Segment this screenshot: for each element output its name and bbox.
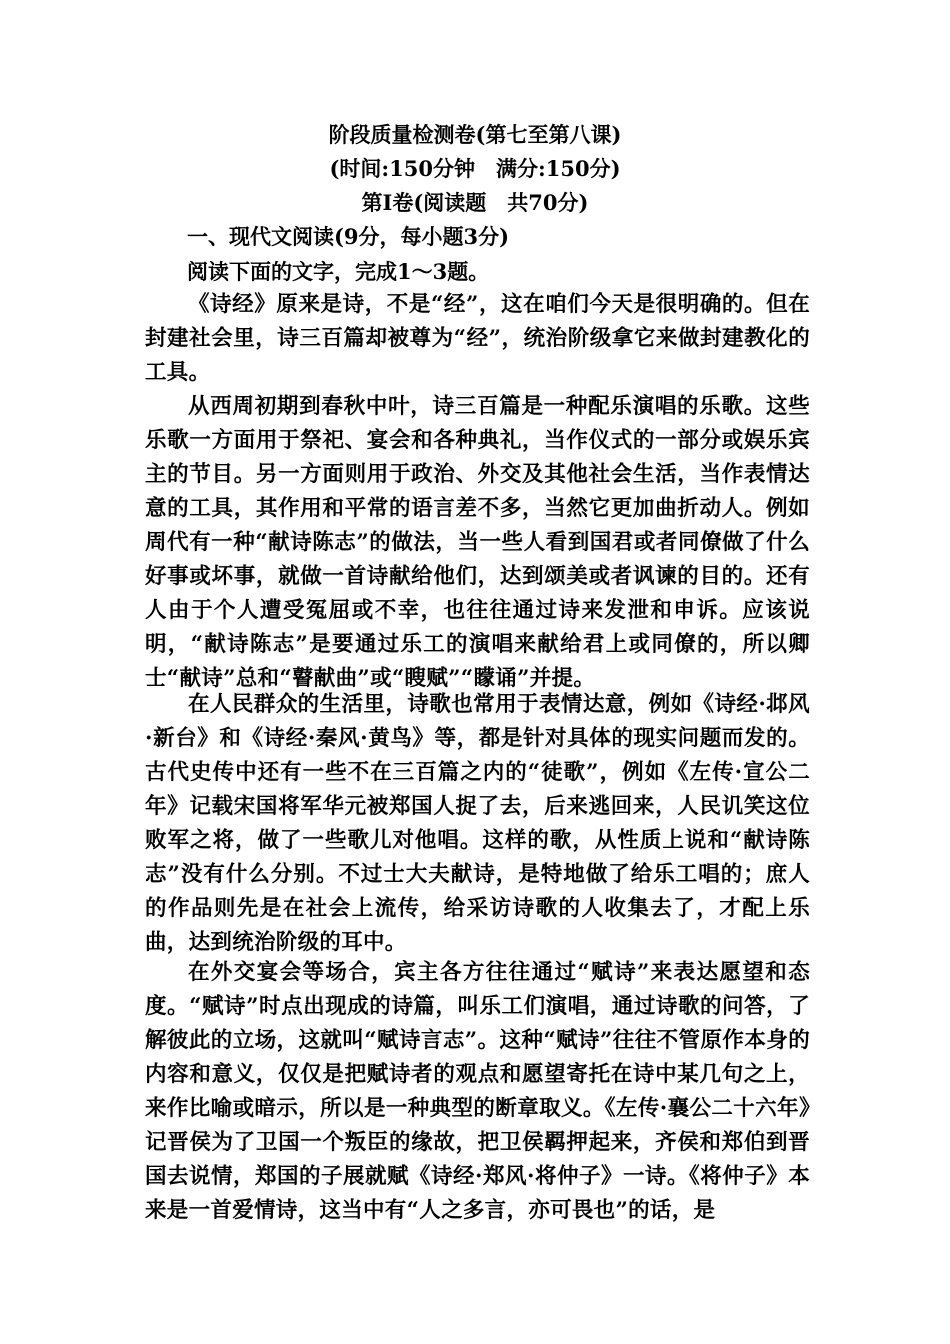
exam-time-info: (时间:150分钟 满分:150分) (329, 156, 621, 181)
section-heading: 一、现代文阅读(9分，每小题3分) (187, 224, 510, 249)
section-instruction: 阅读下面的文字，完成1～3题。 (187, 259, 490, 284)
paragraph-3: 在人民群众的生活里，诗歌也常用于表情达意，例如《诗经·邶风·新台》和《诗经·秦风·黄鸟》等，都是针对具体的现实问题而发的。古代史传中还有一些不在三百篇之内的“徒歌”，例如《左传·宣公二年》记载宋国将军华元被郑国人捉了去，后来逃回来，人民讥笑这位败军之将，做了一些歌儿对他唱。这样的歌，从性质上说和“献诗陈志”没有什么分别。不过士大夫献诗，是特地做了给乐工唱的；庶人的作品则先是在社会上流传，给采访诗歌的人收集去了，才配上乐曲，达到统治阶级的耳中。 (145, 692, 810, 955)
paragraph-4: 在外交宴会等场合，宾主各方往往通过“赋诗”来表达愿望和态度。“赋诗”时点出现成的诗篇，叫乐工们演唱，通过诗歌的问答，了解彼此的立场，这就叫“赋诗言志”。这种“赋诗”往往不管原作本身的内容和意义，仅仅是把赋诗者的观点和愿望寄托在诗中某几句之上，来作比喻或暗示，所以是一种典型的断章取义。《左传·襄公二十六年》记晋侯为了卫国一个叛臣的缘故，把卫侯羁押起来，齐侯和郑伯到晋国去说情，郑国的子展就赋《诗经·郑风·将仲子》一诗。《将仲子》本来是一首爱情诗，这当中有“人之多言，亦可畏也”的话，是 (145, 960, 810, 1223)
volume-heading: 第Ⅰ卷(阅读题 共70分) (361, 190, 589, 215)
paragraph-2: 从西周初期到春秋中叶，诗三百篇是一种配乐演唱的乐歌。这些乐歌一方面用于祭祀、宴会和各种典礼，当作仪式的一部分或娱乐宾主的节目。另一方面则用于政治、外交及其他社会生活，当作表情达意的工具，其作用和平常的语言差不多，当然它更加曲折动人。例如周代有一种“献诗陈志”的做法，当一些人看到国君或者同僚做了什么好事或坏事，就做一首诗献给他们，达到颂美或者讽谏的目的。还有人由于个人遭受冤屈或不幸，也往往通过诗来发泄和申诉。应该说明，“献诗陈志”是要通过乐工的演唱来献给君上或同僚的，所以卿士“献诗”总和“瞽献曲”或“瞍赋”“矇诵”并提。 (145, 394, 810, 691)
exam-title: 阶段质量检测卷(第七至第八课) (328, 122, 622, 147)
paragraph-1: 《诗经》原来是诗，不是“经”，这在咱们今天是很明确的。但在封建社会里，诗三百篇却被尊为“经”，统治阶级拿它来做封建教化的工具。 (145, 292, 810, 385)
